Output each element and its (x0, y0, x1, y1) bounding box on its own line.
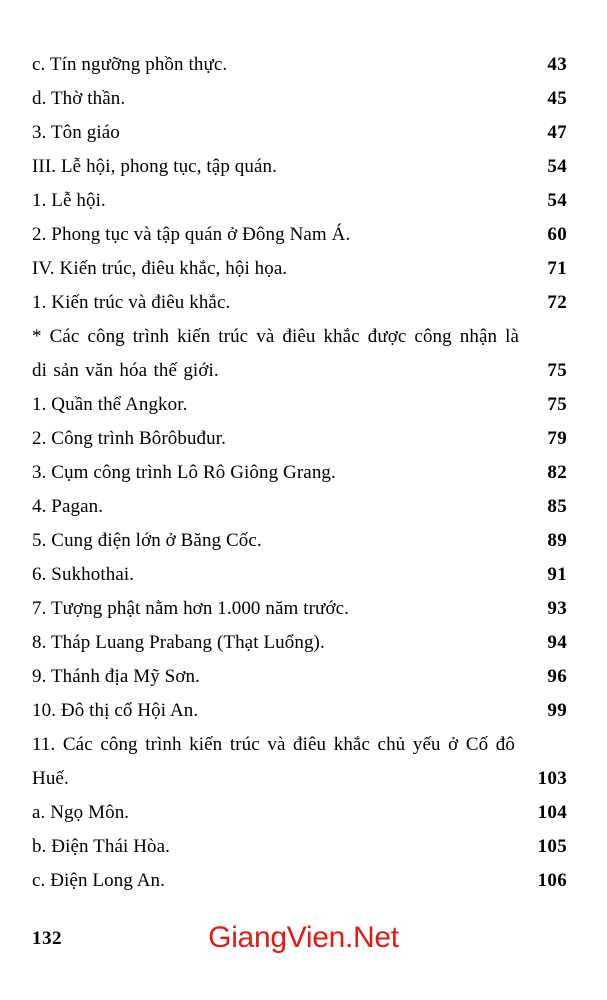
toc-entry-title: 1. Kiến trúc và điêu khắc. (32, 292, 231, 313)
page-number: 132 (32, 928, 62, 949)
toc-entry (32, 252, 567, 286)
page-footer (0, 922, 607, 964)
toc-entry (32, 592, 567, 626)
toc-entry (32, 320, 567, 388)
toc-entry-title: d. Thờ thần. (32, 88, 126, 109)
toc-entry-page-number: 43 (547, 54, 567, 75)
toc-entry-page-number: 105 (537, 836, 567, 857)
toc-entry (32, 218, 567, 252)
toc-entry-title: 10. Đô thị cổ Hội An. (32, 700, 199, 721)
toc-entry-title: 7. Tượng phật nằm hơn 1.000 năm trước. (32, 598, 349, 619)
toc-entry-title: 3. Cụm công trình Lô Rô Giông Grang. (32, 462, 336, 483)
toc-entry-title: c. Điện Long An. (32, 870, 165, 891)
toc-entry-title: 1. Lễ hội. (32, 190, 106, 211)
toc-entry (32, 796, 567, 830)
toc-entry (32, 184, 567, 218)
toc-entry (32, 388, 567, 422)
toc-entry (32, 286, 567, 320)
toc-entry (32, 660, 567, 694)
toc-entry (32, 82, 567, 116)
toc-entry-title: 3. Tôn giáo (32, 122, 120, 143)
toc-entry-page-number: 94 (547, 632, 567, 653)
toc-entry (32, 490, 567, 524)
toc-entry-title: * Các công trình kiến trúc và điêu khắc được công nhận là di sản văn hóa thế giới. (32, 326, 519, 381)
toc-entry (32, 48, 567, 82)
toc-entry (32, 626, 567, 660)
toc-entry (32, 694, 567, 728)
toc-entry-title: 6. Sukhothai. (32, 564, 135, 585)
toc-entry-title: c. Tín ngưỡng phồn thực. (32, 54, 228, 75)
toc-entry (32, 558, 567, 592)
toc-entry-page-number: 60 (547, 224, 567, 245)
toc-entry-title: IV. Kiến trúc, điêu khắc, hội họa. (32, 258, 288, 279)
toc-entry-page-number: 85 (547, 496, 567, 517)
toc-entry-page-number: 103 (537, 768, 567, 789)
toc-entry-page-number: 54 (547, 190, 567, 211)
toc-entry-title: 5. Cung điện lớn ở Băng Cốc. (32, 530, 262, 551)
toc-entry-page-number: 75 (547, 394, 567, 415)
toc-entry-page-number: 45 (547, 88, 567, 109)
toc-entry-title: a. Ngọ Môn. (32, 802, 130, 823)
toc-entry-title: b. Điện Thái Hòa. (32, 836, 171, 857)
toc-entry-page-number: 72 (547, 292, 567, 313)
toc-entry-page-number: 82 (547, 462, 567, 483)
toc-entry-page-number: 79 (547, 428, 567, 449)
toc-entry (32, 864, 567, 898)
toc-entry (32, 116, 567, 150)
toc-entry-title: 8. Tháp Luang Prabang (Thạt Luổng). (32, 632, 325, 653)
toc-entry-page-number: 89 (547, 530, 567, 551)
toc-entry-title: 4. Pagan. (32, 496, 104, 517)
toc-entry-page-number: 93 (547, 598, 567, 619)
toc-entry (32, 830, 567, 864)
toc-entry-page-number: 71 (547, 258, 567, 279)
toc-entry (32, 524, 567, 558)
toc-entry (32, 728, 567, 796)
toc-entry (32, 422, 567, 456)
toc-entry-title: 1. Quần thể Angkor. (32, 394, 188, 415)
toc-entry-title: 2. Phong tục và tập quán ở Đông Nam Á. (32, 224, 351, 245)
toc-entry-page-number: 54 (547, 156, 567, 177)
toc-entry-page-number: 99 (547, 700, 567, 721)
toc-entry-page-number: 47 (547, 122, 567, 143)
toc-entry-title: III. Lễ hội, phong tục, tập quán. (32, 156, 277, 177)
watermark-text: GiangVien.Net (208, 921, 399, 954)
toc-entry-page-number: 96 (547, 666, 567, 687)
toc-entry-page-number: 106 (537, 870, 567, 891)
toc-entry-title: 11. Các công trình kiến trúc và điêu khắc chủ yếu ở Cố đô Huế. (32, 734, 515, 789)
toc-entry-title: 9. Thánh địa Mỹ Sơn. (32, 666, 200, 687)
toc-entry (32, 456, 567, 490)
toc-entry-page-number: 91 (547, 564, 567, 585)
toc-entry (32, 150, 567, 184)
table-of-contents (32, 48, 567, 898)
toc-entry-page-number: 75 (547, 360, 567, 381)
toc-entry-title: 2. Công trình Bôrôbuđur. (32, 428, 226, 449)
toc-entry-page-number: 104 (537, 802, 567, 823)
